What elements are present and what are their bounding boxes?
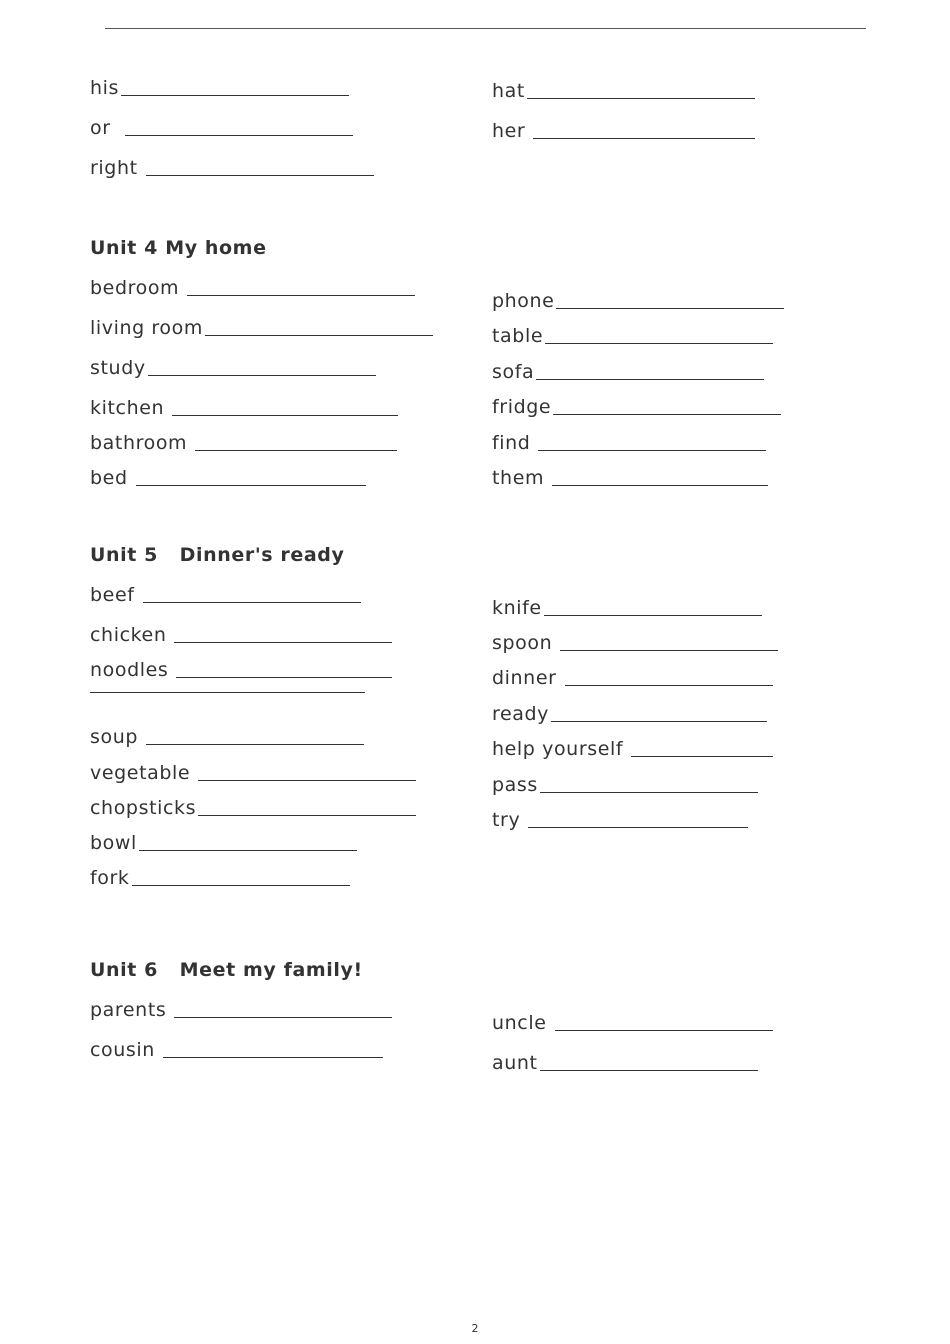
vocab-entry — [90, 797, 416, 819]
header-rule — [105, 28, 866, 29]
answer-blank[interactable] — [540, 792, 758, 793]
vocab-entry — [90, 584, 361, 606]
vocab-entry — [492, 361, 764, 383]
unit-heading: Unit 5 Dinner's ready — [90, 544, 345, 566]
vocab-word: help yourself — [492, 738, 624, 760]
vocab-word: vegetable — [90, 762, 191, 784]
vocab-entry — [492, 120, 755, 142]
answer-blank[interactable] — [187, 295, 415, 296]
answer-blank[interactable] — [556, 308, 784, 309]
vocab-entry — [492, 467, 768, 489]
vocab-entry — [90, 397, 398, 419]
vocab-entry — [492, 774, 758, 796]
vocab-entry — [492, 632, 778, 654]
vocab-entry — [492, 667, 773, 689]
vocab-entry — [90, 117, 353, 139]
vocab-word: his — [90, 77, 120, 99]
answer-blank[interactable] — [136, 485, 366, 486]
vocab-word: sofa — [492, 361, 535, 383]
vocab-entry — [90, 832, 357, 854]
vocab-entry — [492, 1052, 758, 1074]
vocab-word: pass — [492, 774, 538, 796]
answer-blank[interactable] — [538, 450, 766, 451]
vocab-entry — [492, 290, 784, 312]
vocab-word: phone — [492, 290, 555, 312]
vocab-entry — [90, 317, 433, 339]
vocab-entry — [90, 77, 349, 99]
answer-blank[interactable] — [527, 98, 755, 99]
vocab-entry — [90, 157, 374, 179]
vocab-word: her — [492, 120, 526, 142]
answer-blank[interactable] — [560, 650, 778, 651]
vocab-word: bathroom — [90, 432, 188, 454]
answer-blank[interactable] — [172, 415, 398, 416]
answer-blank[interactable] — [148, 375, 376, 376]
vocab-entry — [492, 703, 767, 725]
answer-blank[interactable] — [528, 827, 748, 828]
answer-blank[interactable] — [565, 685, 773, 686]
unit-heading: Unit 6 Meet my family! — [90, 959, 363, 981]
vocab-word: parents — [90, 999, 167, 1021]
answer-blank[interactable] — [540, 1070, 758, 1071]
vocab-word: them — [492, 467, 545, 489]
answer-blank[interactable] — [553, 414, 781, 415]
vocab-entry — [90, 692, 365, 696]
vocab-word: bed — [90, 467, 128, 489]
vocab-word: table — [492, 325, 544, 347]
unit-heading: Unit 4 My home — [90, 237, 267, 259]
vocab-entry — [90, 624, 392, 646]
vocab-entry — [492, 80, 755, 102]
vocab-entry — [90, 762, 416, 784]
answer-blank[interactable] — [631, 756, 773, 757]
vocab-entry — [90, 999, 392, 1021]
vocab-word: kitchen — [90, 397, 165, 419]
vocab-word: chopsticks — [90, 797, 197, 819]
answer-blank[interactable] — [121, 95, 349, 96]
vocab-word: or — [90, 117, 111, 139]
vocab-entry — [90, 867, 350, 889]
vocab-word: aunt — [492, 1052, 538, 1074]
vocab-entry — [492, 597, 762, 619]
vocab-entry — [90, 726, 364, 748]
answer-blank[interactable] — [146, 175, 374, 176]
vocab-entry — [492, 809, 748, 831]
answer-blank[interactable] — [195, 450, 397, 451]
vocab-word: hat — [492, 80, 525, 102]
answer-blank[interactable] — [90, 692, 365, 693]
answer-blank[interactable] — [143, 602, 361, 603]
answer-blank[interactable] — [533, 138, 755, 139]
answer-blank[interactable] — [132, 885, 350, 886]
vocab-word: soup — [90, 726, 139, 748]
answer-blank[interactable] — [176, 677, 392, 678]
vocab-word: find — [492, 432, 531, 454]
vocab-word: living room — [90, 317, 203, 339]
answer-blank[interactable] — [536, 379, 764, 380]
vocab-word: try — [492, 809, 521, 831]
answer-blank[interactable] — [205, 335, 433, 336]
answer-blank[interactable] — [552, 485, 768, 486]
answer-blank[interactable] — [174, 642, 392, 643]
vocab-entry — [492, 325, 773, 347]
answer-blank[interactable] — [198, 780, 416, 781]
answer-blank[interactable] — [198, 815, 416, 816]
vocab-word: fork — [90, 867, 130, 889]
vocab-word: right — [90, 157, 138, 179]
vocab-word: cousin — [90, 1039, 155, 1061]
answer-blank[interactable] — [163, 1057, 383, 1058]
vocab-word: knife — [492, 597, 542, 619]
answer-blank[interactable] — [544, 615, 762, 616]
vocab-entry — [90, 357, 376, 379]
vocab-word: spoon — [492, 632, 553, 654]
answer-blank[interactable] — [551, 721, 767, 722]
vocab-entry — [90, 432, 397, 454]
vocab-word: chicken — [90, 624, 167, 646]
answer-blank[interactable] — [545, 343, 773, 344]
answer-blank[interactable] — [555, 1030, 773, 1031]
answer-blank[interactable] — [125, 135, 353, 136]
vocab-entry — [492, 396, 781, 418]
answer-blank[interactable] — [146, 744, 364, 745]
vocab-word: fridge — [492, 396, 552, 418]
vocab-word: noodles — [90, 659, 169, 681]
vocab-entry — [90, 1039, 383, 1061]
vocab-word: uncle — [492, 1012, 547, 1034]
vocab-entry — [492, 738, 773, 760]
answer-blank[interactable] — [174, 1017, 392, 1018]
vocab-word: bedroom — [90, 277, 180, 299]
vocab-entry — [90, 467, 366, 489]
vocab-word: beef — [90, 584, 135, 606]
vocab-word: dinner — [492, 667, 557, 689]
vocab-word: ready — [492, 703, 550, 725]
answer-blank[interactable] — [139, 850, 357, 851]
vocab-entry — [90, 659, 392, 681]
vocab-entry — [492, 432, 766, 454]
vocab-word: study — [90, 357, 146, 379]
vocab-entry — [90, 277, 415, 299]
vocab-entry — [492, 1012, 773, 1034]
vocab-word: bowl — [90, 832, 137, 854]
page-number: 2 — [471, 1322, 479, 1335]
